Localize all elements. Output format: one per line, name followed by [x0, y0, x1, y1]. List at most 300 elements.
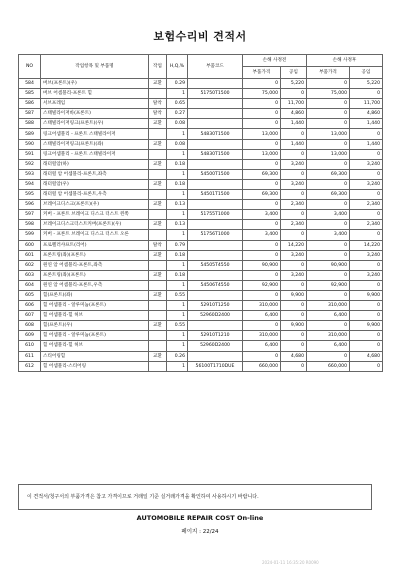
row-hq: 1	[167, 129, 188, 139]
row-before-part-price: 0	[243, 351, 281, 361]
row-item-name: 버브(프론트)(우)	[41, 79, 149, 89]
row-job	[149, 280, 167, 290]
table-row	[19, 331, 383, 341]
row-job: 교환	[149, 119, 167, 129]
row-hq: 0.13	[167, 220, 188, 230]
table-row	[19, 210, 383, 220]
header-after-part-price: 부품가격	[307, 67, 350, 79]
row-no: 588	[19, 119, 41, 129]
row-after-part-price: 0	[307, 321, 350, 331]
row-part-code: 54501T1500	[188, 190, 243, 200]
row-no: 584	[19, 79, 41, 89]
header-code: 부품코드	[188, 55, 243, 79]
row-after-labor: 0	[350, 311, 383, 321]
row-job	[149, 311, 167, 321]
row-before-part-price: 0	[243, 240, 281, 250]
row-part-code: 51756T1000	[188, 230, 243, 240]
row-before-labor: 4,860	[281, 109, 307, 119]
row-before-part-price: 69,300	[243, 190, 281, 200]
row-after-labor: 3,240	[350, 250, 383, 260]
row-job	[149, 190, 167, 200]
row-item-name: 래터럴암(우)	[41, 179, 149, 189]
row-job	[149, 149, 167, 159]
row-after-part-price: 3,400	[307, 210, 350, 220]
row-item-name: 힐(프론트)(좌)	[41, 290, 149, 300]
row-no: 606	[19, 301, 41, 311]
row-part-code	[188, 119, 243, 129]
row-part-code: 52960D2400	[188, 341, 243, 351]
row-item-name: 브레이크디스크(프론트)(우)	[41, 200, 149, 210]
row-item-name: 래터럴암(하)	[41, 159, 149, 169]
row-part-code	[188, 159, 243, 169]
row-before-labor: 0	[281, 280, 307, 290]
table-row	[19, 119, 383, 129]
row-item-name: 힐 어셈블리 - 알루미늄(프론트)	[41, 331, 149, 341]
row-before-labor: 11,700	[281, 99, 307, 109]
row-before-labor: 5,220	[281, 79, 307, 89]
table-row	[19, 220, 383, 230]
row-before-labor: 0	[281, 311, 307, 321]
row-before-labor: 0	[281, 89, 307, 99]
row-after-part-price: 0	[307, 270, 350, 280]
row-before-labor: 0	[281, 230, 307, 240]
row-hq: 1	[167, 230, 188, 240]
row-part-code	[188, 99, 243, 109]
row-before-labor: 4,680	[281, 351, 307, 361]
row-no: 603	[19, 270, 41, 280]
row-job: 교환	[149, 179, 167, 189]
row-after-labor: 4,680	[350, 351, 383, 361]
row-item-name: 힐 어셈블리-스티어링	[41, 361, 149, 371]
row-before-part-price: 660,000	[243, 361, 281, 371]
row-part-code: 51750T1500	[188, 89, 243, 99]
row-hq: 1	[167, 89, 188, 99]
row-after-labor: 0	[350, 190, 383, 200]
row-before-part-price: 0	[243, 270, 281, 280]
table-row	[19, 341, 383, 351]
row-hq: 0.55	[167, 290, 188, 300]
row-part-code	[188, 290, 243, 300]
row-item-name: 서브프레임	[41, 99, 149, 109]
row-before-labor: 0	[281, 301, 307, 311]
row-after-part-price: 310,000	[307, 301, 350, 311]
table-row	[19, 321, 383, 331]
row-no: 593	[19, 169, 41, 179]
row-hq: 0.13	[167, 200, 188, 210]
row-hq: 1	[167, 169, 188, 179]
row-hq: 0.18	[167, 179, 188, 189]
row-part-code: 52910T1250	[188, 301, 243, 311]
row-after-labor: 1,440	[350, 139, 383, 149]
row-job: 교환	[149, 159, 167, 169]
row-before-labor: 0	[281, 190, 307, 200]
estimate-rows	[19, 79, 383, 372]
table-row	[19, 290, 383, 300]
row-part-code	[188, 179, 243, 189]
row-before-labor: 2,340	[281, 200, 307, 210]
table-row	[19, 260, 383, 270]
row-part-code	[188, 250, 243, 260]
row-before-part-price: 0	[243, 290, 281, 300]
row-hq: 0.18	[167, 159, 188, 169]
row-after-part-price: 0	[307, 99, 350, 109]
row-no: 589	[19, 129, 41, 139]
row-job: 교환	[149, 220, 167, 230]
row-before-part-price: 0	[243, 200, 281, 210]
row-hq: 1	[167, 280, 188, 290]
row-no: 586	[19, 99, 41, 109]
price-notice: 이 견적서/청구서의 부품가격은 참고 가격이므로 거래일 기준 실거래가격을 확인하여 사용하시기 바랍니다.	[18, 484, 372, 510]
row-job: 교환	[149, 351, 167, 361]
row-part-code	[188, 139, 243, 149]
row-item-name: 힐 어셈블리-힐 허브	[41, 311, 149, 321]
row-job: 교환	[149, 250, 167, 260]
row-after-part-price: 0	[307, 179, 350, 189]
row-item-name: 스티어링힐	[41, 351, 149, 361]
row-no: 599	[19, 230, 41, 240]
row-before-labor: 0	[281, 260, 307, 270]
row-item-name: 원연 암 어셈블리-프론트,우측	[41, 280, 149, 290]
row-item-name: 커버 - 프론트 브레이크 디스크 더스트 오른	[41, 230, 149, 240]
table-row	[19, 159, 383, 169]
row-no: 598	[19, 220, 41, 230]
row-after-labor: 0	[350, 361, 383, 371]
row-no: 587	[19, 109, 41, 119]
table-row	[19, 361, 383, 371]
row-before-labor: 0	[281, 149, 307, 159]
header-hq: H,Q,%	[167, 55, 188, 79]
row-hq: 0.26	[167, 351, 188, 361]
row-no: 597	[19, 210, 41, 220]
row-after-part-price: 3,400	[307, 230, 350, 240]
row-hq: 1	[167, 149, 188, 159]
table-row	[19, 240, 383, 250]
row-item-name: 힐 어셈블리-힐 허브	[41, 341, 149, 351]
table-row	[19, 230, 383, 240]
row-before-part-price: 3,400	[243, 230, 281, 240]
row-after-part-price: 0	[307, 200, 350, 210]
table-row	[19, 129, 383, 139]
row-no: 602	[19, 260, 41, 270]
row-after-part-price: 90,900	[307, 260, 350, 270]
row-after-part-price: 6,400	[307, 341, 350, 351]
row-no: 600	[19, 240, 41, 250]
row-after-labor: 0	[350, 331, 383, 341]
row-job	[149, 230, 167, 240]
row-no: 610	[19, 341, 41, 351]
row-before-labor: 9,900	[281, 321, 307, 331]
row-after-part-price: 0	[307, 79, 350, 89]
row-before-labor: 3,240	[281, 270, 307, 280]
row-job: 교환	[149, 200, 167, 210]
row-part-code: 56100T1710DUE	[188, 361, 243, 371]
row-after-part-price: 0	[307, 109, 350, 119]
row-before-part-price: 13,000	[243, 149, 281, 159]
row-job: 교환	[149, 139, 167, 149]
header-after-labor: 공임	[350, 67, 383, 79]
row-part-code	[188, 270, 243, 280]
row-item-name: 힐(프론트)(우)	[41, 321, 149, 331]
row-part-code	[188, 321, 243, 331]
row-item-name: 스태빌라이저바(프론트)	[41, 109, 149, 119]
row-job	[149, 260, 167, 270]
row-item-name: 프론트링(좌)(프론트)	[41, 250, 149, 260]
row-part-code: 51755T1000	[188, 210, 243, 220]
row-part-code	[188, 240, 243, 250]
header-no: NO	[19, 55, 41, 79]
row-part-code: 52910T1210	[188, 331, 243, 341]
row-no: 596	[19, 200, 41, 210]
row-item-name: 링크어셈블리 - 프론트 스태빌라이저	[41, 129, 149, 139]
row-part-code	[188, 79, 243, 89]
row-hq: 1	[167, 301, 188, 311]
row-after-part-price: 6,400	[307, 311, 350, 321]
row-item-name: 래터럴 암 어셈블리-프론트,우측	[41, 190, 149, 200]
row-after-labor: 3,240	[350, 159, 383, 169]
row-part-code	[188, 220, 243, 230]
table-row	[19, 99, 383, 109]
row-job	[149, 331, 167, 341]
row-after-part-price: 0	[307, 351, 350, 361]
row-after-labor: 2,340	[350, 220, 383, 230]
row-no: 591	[19, 149, 41, 159]
table-row	[19, 109, 383, 119]
row-before-labor: 1,440	[281, 139, 307, 149]
row-after-part-price: 310,000	[307, 331, 350, 341]
row-item-name: 스태빌라이저링크(프론트)(좌)	[41, 139, 149, 149]
row-after-labor: 2,340	[350, 200, 383, 210]
row-hq: 1	[167, 190, 188, 200]
row-before-part-price: 0	[243, 250, 281, 260]
row-job	[149, 169, 167, 179]
row-after-labor: 11,700	[350, 99, 383, 109]
row-no: 590	[19, 139, 41, 149]
row-hq: 0.65	[167, 99, 188, 109]
row-before-labor: 3,240	[281, 159, 307, 169]
row-after-part-price: 0	[307, 290, 350, 300]
row-after-part-price: 0	[307, 159, 350, 169]
row-item-name: 버브 어셈블리-프론트 힐	[41, 89, 149, 99]
row-after-part-price: 660,000	[307, 361, 350, 371]
row-hq: 0.18	[167, 250, 188, 260]
header-before-part-price: 부품가격	[243, 67, 281, 79]
row-before-part-price: 13,000	[243, 129, 281, 139]
row-part-code: 54830T1500	[188, 149, 243, 159]
row-hq: 0.29	[167, 79, 188, 89]
table-row	[19, 301, 383, 311]
table-row	[19, 89, 383, 99]
row-hq: 0.55	[167, 321, 188, 331]
header-after: 손해 사정후	[307, 55, 383, 67]
row-after-labor: 0	[350, 301, 383, 311]
row-item-name: 프로펠러샤프트(리어)	[41, 240, 149, 250]
row-before-part-price: 0	[243, 220, 281, 230]
row-before-part-price: 0	[243, 119, 281, 129]
row-after-labor: 4,860	[350, 109, 383, 119]
row-no: 601	[19, 250, 41, 260]
row-before-labor: 9,900	[281, 290, 307, 300]
row-part-code: 54505T4550	[188, 260, 243, 270]
row-before-labor: 0	[281, 169, 307, 179]
row-hq: 0.18	[167, 270, 188, 280]
row-no: 592	[19, 159, 41, 169]
row-hq: 0.27	[167, 109, 188, 119]
row-job	[149, 361, 167, 371]
row-job: 교환	[149, 321, 167, 331]
document-title: 보험수리비 견적서	[153, 30, 247, 43]
table-row	[19, 169, 383, 179]
row-no: 608	[19, 321, 41, 331]
table-row	[19, 280, 383, 290]
row-job: 탈착	[149, 99, 167, 109]
row-before-part-price: 310,000	[243, 331, 281, 341]
table-row	[19, 311, 383, 321]
row-no: 595	[19, 190, 41, 200]
row-part-code: 54500T1500	[188, 169, 243, 179]
row-before-labor: 1,440	[281, 119, 307, 129]
row-after-labor: 9,900	[350, 321, 383, 331]
row-after-labor: 9,900	[350, 290, 383, 300]
table-row	[19, 149, 383, 159]
row-no: 609	[19, 331, 41, 341]
row-job	[149, 341, 167, 351]
row-before-part-price: 75,000	[243, 89, 281, 99]
row-before-part-price: 0	[243, 159, 281, 169]
row-after-labor: 0	[350, 341, 383, 351]
table-row	[19, 79, 383, 89]
row-item-name: 원연 암 어셈블리-프론트,좌측	[41, 260, 149, 270]
row-hq: 1	[167, 311, 188, 321]
row-item-name: 래터럴 암 어셈블리-프론트,좌측	[41, 169, 149, 179]
table-row	[19, 139, 383, 149]
row-after-labor: 0	[350, 280, 383, 290]
footer-title: AUTOMOBILE REPAIR COST On-line	[136, 514, 264, 522]
row-after-part-price: 13,000	[307, 149, 350, 159]
row-no: 611	[19, 351, 41, 361]
row-part-code: 52960D2400	[188, 311, 243, 321]
row-before-labor: 0	[281, 210, 307, 220]
table-row	[19, 179, 383, 189]
row-part-code: 54830T1500	[188, 129, 243, 139]
row-after-part-price: 0	[307, 220, 350, 230]
row-before-part-price: 0	[243, 109, 281, 119]
row-hq: 1	[167, 341, 188, 351]
row-after-labor: 1,440	[350, 119, 383, 129]
row-before-part-price: 0	[243, 179, 281, 189]
row-no: 605	[19, 290, 41, 300]
row-job: 탈착	[149, 109, 167, 119]
row-before-part-price: 310,000	[243, 301, 281, 311]
header-before-labor: 공임	[281, 67, 307, 79]
row-job: 탈착	[149, 240, 167, 250]
row-after-labor: 3,240	[350, 270, 383, 280]
row-before-labor: 0	[281, 129, 307, 139]
row-after-labor: 0	[350, 230, 383, 240]
row-hq: 1	[167, 260, 188, 270]
row-after-part-price: 0	[307, 250, 350, 260]
row-hq: 0.08	[167, 119, 188, 129]
table-row	[19, 250, 383, 260]
row-item-name: 링크어셈블리 - 프론트 스태빌라이저	[41, 149, 149, 159]
page-number: 페이지 : 22/24	[181, 529, 219, 535]
row-before-part-price: 0	[243, 139, 281, 149]
table-row	[19, 200, 383, 210]
row-before-part-price: 0	[243, 79, 281, 89]
row-hq: 1	[167, 210, 188, 220]
row-item-name: 힐 어셈블리 - 알루미늄(프론트)	[41, 301, 149, 311]
row-after-labor: 5,220	[350, 79, 383, 89]
row-before-labor: 14,220	[281, 240, 307, 250]
print-stamp: 2024-01-11 16:35:20 R0090	[262, 560, 319, 565]
row-no: 594	[19, 179, 41, 189]
row-after-labor: 0	[350, 210, 383, 220]
row-job: 교환	[149, 290, 167, 300]
row-before-part-price: 69,300	[243, 169, 281, 179]
row-hq: 1	[167, 361, 188, 371]
estimate-table	[18, 54, 383, 372]
row-part-code	[188, 109, 243, 119]
row-after-labor: 0	[350, 89, 383, 99]
row-part-code	[188, 200, 243, 210]
row-before-part-price: 90,900	[243, 260, 281, 270]
row-item-name: 프론트링(좌)(프론트)	[41, 270, 149, 280]
row-before-part-price: 6,400	[243, 311, 281, 321]
row-job	[149, 210, 167, 220]
header-row-1	[19, 55, 383, 67]
row-after-part-price: 0	[307, 240, 350, 250]
row-before-labor: 3,240	[281, 179, 307, 189]
row-no: 604	[19, 280, 41, 290]
row-hq: 0.08	[167, 139, 188, 149]
header-before: 손해 사정전	[243, 55, 307, 67]
row-after-part-price: 92,900	[307, 280, 350, 290]
row-before-part-price: 92,900	[243, 280, 281, 290]
row-no: 607	[19, 311, 41, 321]
header-job: 작업	[149, 55, 167, 79]
row-before-labor: 0	[281, 341, 307, 351]
row-after-part-price: 69,300	[307, 190, 350, 200]
row-after-labor: 14,220	[350, 240, 383, 250]
row-before-part-price: 6,400	[243, 341, 281, 351]
row-job	[149, 129, 167, 139]
row-after-labor: 0	[350, 260, 383, 270]
row-before-labor: 0	[281, 331, 307, 341]
row-job: 교환	[149, 79, 167, 89]
header-work: 작업항목 및 부품명	[41, 55, 149, 79]
row-before-labor: 2,340	[281, 220, 307, 230]
row-no: 585	[19, 89, 41, 99]
row-hq: 1	[167, 331, 188, 341]
row-before-part-price: 0	[243, 99, 281, 109]
row-hq: 0.79	[167, 240, 188, 250]
row-item-name: 커버 - 프론트 브레이크 디스크 더스트 왼쪽	[41, 210, 149, 220]
row-before-part-price: 0	[243, 321, 281, 331]
row-item-name: 스태빌라이저링크(프론트)(우)	[41, 119, 149, 129]
table-row	[19, 190, 383, 200]
row-job	[149, 301, 167, 311]
row-after-part-price: 75,000	[307, 89, 350, 99]
row-before-labor: 3,240	[281, 250, 307, 260]
row-after-part-price: 69,300	[307, 169, 350, 179]
row-part-code: 54506T4550	[188, 280, 243, 290]
row-no: 612	[19, 361, 41, 371]
table-row	[19, 270, 383, 280]
row-after-labor: 0	[350, 129, 383, 139]
row-after-labor: 0	[350, 169, 383, 179]
row-after-labor: 0	[350, 149, 383, 159]
row-after-part-price: 13,000	[307, 129, 350, 139]
table-row	[19, 351, 383, 361]
